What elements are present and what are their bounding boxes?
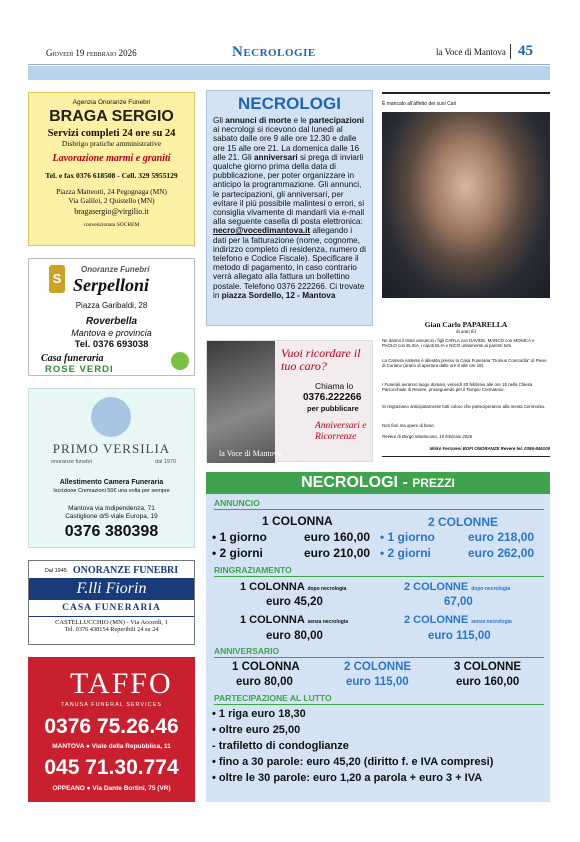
necrologi-info-box: [206, 90, 373, 326]
ad-city-2: OPPEANO ● Via Dante Bortini, 75 (VR): [52, 785, 171, 792]
anniversario-label: ANNIVERSARIO: [214, 646, 280, 656]
ricordo-phone: 0376.222266: [303, 392, 362, 403]
deceased-name: Gian Carlo PAPARELLA: [424, 320, 508, 329]
annuncio-label: ANNUNCIO: [214, 498, 260, 508]
anniv-p2: euro 115,00: [346, 676, 409, 688]
ringr-c2: 2 COLONNE dopo necrologia: [404, 581, 511, 593]
ad-address-1: Mantova via Indipendenza, 71: [68, 505, 155, 512]
ad-roses: ROSE VERDI: [45, 364, 114, 375]
ad-service-sub: Disbrigo pratiche amministrative: [61, 139, 162, 148]
ad-year: dal 1970: [155, 459, 177, 465]
rose-icon: [171, 352, 189, 370]
header-rule: [28, 64, 550, 65]
necrologi-prezzi: [206, 472, 550, 802]
ad-name: BRAGA SERGIO: [49, 108, 174, 125]
partecipazione-rule: [214, 704, 544, 705]
ricordo-call: Chiama lo: [315, 381, 354, 391]
part-l5: • oltre le 30 parole: euro 1,20 a parola + euro 3 + IVA: [212, 772, 483, 784]
anniv-c3: 3 COLONNE: [454, 661, 522, 673]
ringr-c3: 1 COLONNA senza necrologia: [240, 614, 349, 626]
serpelloni-logo-icon: S: [49, 265, 65, 293]
ad-sub: onoranze funebri: [51, 459, 93, 465]
info-title: NECROLOGI: [238, 94, 341, 113]
obituary-intro: È mancato all'affetto dei suoi Cari: [382, 101, 457, 107]
ad-address-1: Piazza Matteotti, 24 Pegognaga (MN): [56, 187, 167, 196]
annuncio-r2-label: • 2 giorni: [212, 546, 263, 560]
ad-serpelloni: [28, 258, 195, 376]
ad-phone: Tel. 0376 438154 Reperibili 24 su 24: [64, 626, 159, 633]
ringr-p2: 67,00: [444, 596, 473, 608]
partecipazione-label: PARTECIPAZIONE AL LUTTO: [214, 693, 332, 703]
part-l2: • oltre euro 25,00: [212, 724, 301, 736]
ad-subtitle: Onoranze Funebri: [81, 265, 150, 274]
ad-phone: Tel. 0376 693038: [74, 339, 149, 350]
anniv-p1: euro 80,00: [236, 676, 293, 688]
ad-taffo: [28, 657, 195, 802]
ad-fiorin: [28, 560, 195, 645]
issue-date: Giovedì 19 febbraio 2026: [46, 48, 137, 58]
bench-photo: [207, 341, 275, 463]
ad-name: TAFFO: [70, 667, 173, 700]
anniversario-rule: [214, 657, 544, 658]
ad-square: Piazza Garibaldi, 28: [75, 301, 148, 310]
obituary-p3: I Funerali avranno luogo domani, venerdì 20 febbraio alle ore 15 nella Chiesa Parrocchiale di Revere, proseguendo per il Tempio Crematorio.: [382, 382, 533, 393]
ad-name: PRIMO VERSILIA: [52, 441, 171, 456]
obituary-bottom-rule: [382, 456, 550, 457]
ad-name: F.lli Fiorin: [29, 578, 194, 600]
ringr-p4: euro 115,00: [428, 630, 491, 642]
ad-phone-1: 0376 75.26.46: [44, 715, 179, 738]
annuncio-r1-price2: euro 218,00: [468, 530, 535, 544]
ad-address-2: Castiglione d/S viale Europa, 19: [65, 513, 158, 520]
annuncio-r2-price2: euro 262,00: [468, 546, 535, 560]
part-l3: - trafiletto di condoglianze: [212, 740, 349, 752]
ricordo-question: Vuoi ricordare il tuo caro?: [281, 346, 361, 373]
ad-address-2: Via Galilei, 2 Quistello (MN): [68, 196, 155, 205]
obituary-top-rule: [382, 92, 550, 94]
page-number: 45: [518, 43, 533, 59]
lighthouse-logo-icon: [91, 397, 131, 437]
annuncio-r2-price: euro 210,00: [304, 546, 371, 560]
ad-braga-sergio: [28, 92, 195, 246]
ad-primo-versilia: [28, 388, 195, 548]
annuncio-r1-price: euro 160,00: [304, 530, 371, 544]
anniv-c2: 2 COLONNE: [344, 661, 412, 673]
annuncio-rule: [214, 509, 544, 510]
obituary-p1: Ne danno il triste annuncio i figli CARLA con DAVIDE, MARCO con MONICA e PAOLO con ELISA, i nipoti ELIA e NICO unitamente ai parenti tutti.: [382, 338, 535, 349]
annuncio-col1: 1 COLONNA: [262, 514, 333, 528]
anniv-p3: euro 160,00: [456, 676, 520, 688]
obituary-p5: Non fiori ma opere di bene.: [382, 423, 435, 428]
ringr-c1: 1 COLONNA dopo necrologia: [240, 581, 347, 593]
ricordo-types: Anniversari e Ricorrenze: [315, 421, 367, 442]
ad-discount: Iscrizione Cremazioni 50€ una volta per sempre: [53, 488, 170, 494]
ad-phones: Tel. e fax 0376 618508 - Cell. 329 5955129: [45, 171, 178, 180]
part-l4: • fino a 30 parole: euro 45,20 (diritto f. e IVA compresi): [212, 756, 494, 768]
obituary-p6: Revere di Borgo Mantovano, 19 febbraio 2026: [382, 434, 473, 439]
obituary-p4: Si ringraziano anticipatamente tutti coloro che parteciperanno alla mesta Cerimonia.: [382, 404, 546, 409]
prezzi-title: NECROLOGI - PREZZI: [206, 472, 550, 494]
annuncio-r1-label: • 1 giorno: [212, 530, 267, 544]
deceased-portrait: [382, 112, 550, 298]
ad-work: Lavorazione marmi e graniti: [52, 153, 171, 164]
ad-town: Roverbella: [85, 316, 138, 327]
ringr-c4: 2 COLONNE senza necrologia: [404, 614, 512, 626]
ringr-p1: euro 45,20: [266, 596, 323, 608]
ad-sub: TANUSA FUNERAL SERVICES: [61, 702, 162, 708]
ringraziamento-rule: [214, 576, 544, 577]
ad-area: Mantova e provincia: [71, 328, 152, 338]
ad-home: Casa funeraria: [41, 353, 104, 364]
ad-ricordo: [206, 340, 373, 462]
ad-service: Servizi completi 24 ore su 24: [47, 128, 176, 139]
ad-phone-2: 045 71.30.774: [44, 756, 179, 779]
anniv-c1: 1 COLONNA: [232, 661, 300, 673]
newspaper-name: la Voce di Mantova: [436, 47, 506, 57]
ringr-p3: euro 80,00: [266, 630, 323, 642]
ad-city-1: MANTOVA ● Viale della Repubblica, 11: [52, 743, 171, 750]
ad-services: ONORANZE FUNEBRI: [72, 565, 179, 576]
ad-home: CASA FUNERARIA: [62, 603, 161, 613]
section-title: Necrologie: [232, 44, 316, 60]
ad-since: Dal 1945: [44, 567, 67, 574]
ad-email: bragasergio@virgilio.it: [74, 207, 149, 216]
info-body: Gli annunci di morte e le partecipazioni ai necrologi si ricevono dal lunedì al sabato dalle ore 9 alle ore 12.30 e dalle ore 15 alle ore 21. La domenica dalle 16 alle 21. Gli anniversari si prega di inviarli qualche giorno prima della data di pubblicazione, per poter organizzare in anticipo la programmazione. Gli annunci, le partecipazioni, gli anniversari, per evitare il più possibile malintesi o errori, si consiglia vivamente di mandarli via e-mail alla seguente casella di posta elettronica: necro@vocedimantova.it allegando i dati per la fatturazione (nome, cognome, indirizzo completo di residenza, numero di telefono e Codice Fiscale). Specificare il metodo di pagamento, in caso contrario verrà allegato alla fattura un bollettino postale. Telefono 0376 222266. Ci trovate in piazza Sordello, 12 - Mantova: [213, 116, 366, 300]
obituary-p2: La Camera Ardente è allestita presso la Casa Funeraria "Domus Concordia" di Pieve di Coriano (orario di apertura dalle ore 8 alle ore 19).: [382, 358, 547, 369]
ad-address: CASTELLUCCHIO (MN) - Via Accordi, 1: [29, 616, 194, 626]
ricordo-publish: per pubblicare: [307, 404, 359, 413]
ad-chamber: Allestimento Camera Funeraria: [59, 479, 164, 486]
deceased-age: di anni 83: [456, 330, 476, 335]
ad-agency: Agenzia Onoranze Funebri: [72, 99, 151, 106]
header-band: [28, 66, 550, 80]
info-email-link[interactable]: necro@vocedimantova.it: [213, 226, 311, 236]
obituary-p7: Mirko Ferraresi BOFI ONORANZE Revere tel. 0386-846109: [429, 446, 550, 451]
ringraziamento-label: RINGRAZIAMENTO: [214, 565, 292, 575]
ad-name: Serpelloni: [73, 275, 150, 295]
ad-convention: convenzionata SOCREM: [83, 222, 140, 228]
ad-phone: 0376 380398: [64, 523, 159, 540]
obituary: [382, 92, 550, 462]
annuncio-r2-label2: • 2 giorni: [380, 546, 431, 560]
part-l1: • 1 riga euro 18,30: [212, 708, 306, 720]
header-divider: [510, 44, 511, 59]
annuncio-r1-label2: • 1 giorno: [380, 530, 435, 544]
annuncio-col2: 2 COLONNE: [428, 515, 499, 529]
ricordo-logo: la Voce di Mantova: [219, 449, 282, 458]
